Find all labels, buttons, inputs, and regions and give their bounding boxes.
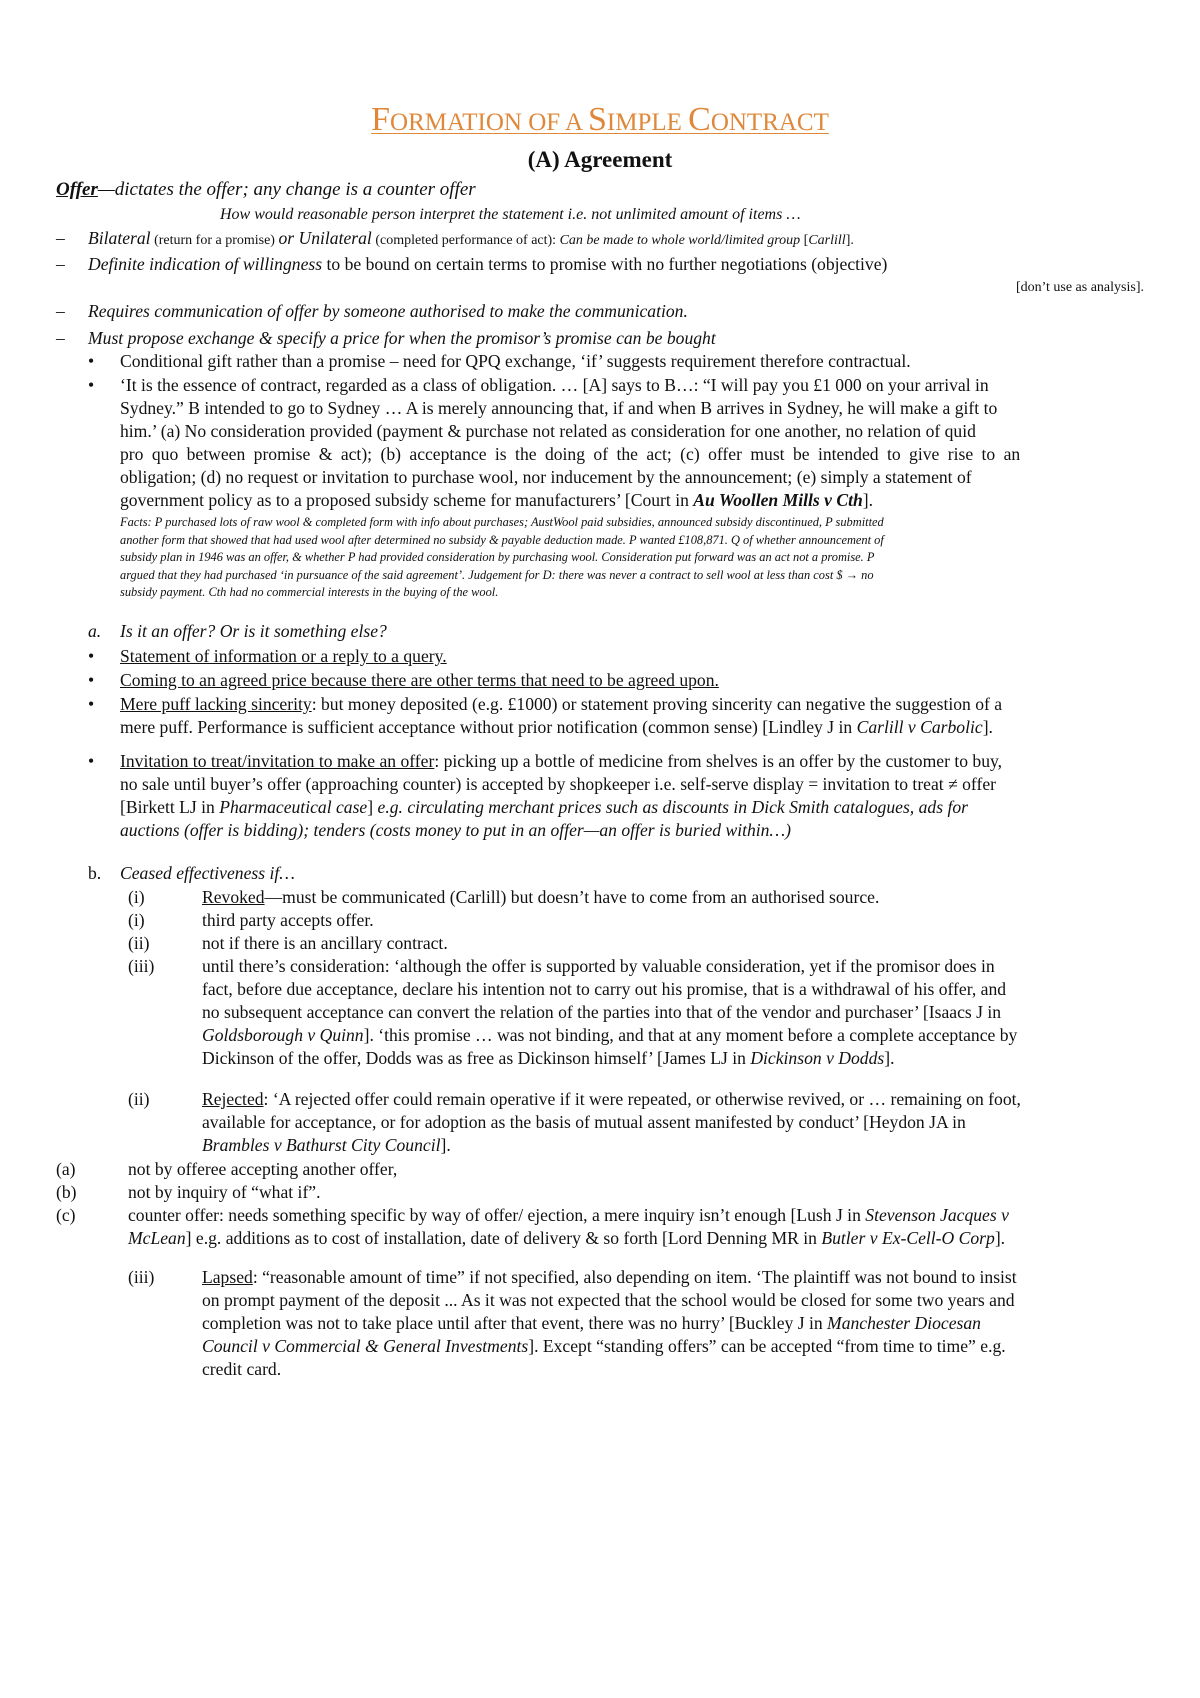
analysis-note: [don’t use as analysis].	[1015, 280, 1144, 295]
bullet-essence-of-contract: • ‘It is the essence of contract, regarded as a class of obligation. … [A] says to B…: “I will pay you £1 000 on your arrival in Sydney.” B intended to go to Sydney … A is merely announcing that, if and when B arrives in Sydney, he will make a gift to him.’ (a) No consideration provided (payment & purchase not related as consideration for one another, no relation of quid pro quo between promise & act); (b) acceptance is the doing of the act; (c) offer must be intended to give rise to an obligation; (d) no request or invitation to purchase wool, nor inducement by the announcement; (e) simply a statement of government policy as to a proposed subsidy scheme for manufacturers’ [Court in Au Woollen Mills v Cth].	[88, 375, 1021, 510]
section-heading-agreement: (A) Agreement	[527, 147, 673, 172]
page-title: FORMATION OF A SIMPLE CONTRACT	[371, 101, 829, 138]
offer-heading: Offer—dictates the offer; any change is a counter offer	[56, 179, 476, 200]
facts-note: Facts: P purchased lots of raw wool & completed form with info about purchases; AustWool paid subsidies, announced subsidy discontinued, P submitted another form that showed that had used wool after determined no subsidy & payable deduction made. P wanted £108,871. Q of whether announcement of subsidy plan in 1946 was an offer, & whether P had provided consideration by purchasing wool. Consideration put forward was an act not a promise. P argued that they had purchased ‘in pursuance of the said agreement’. Judgement for D: there was never a contract to sell wool at less than cost $ → no subsidy payment. Cth had no commercial interests in the buying of the wool.	[120, 515, 884, 599]
offer-question: How would reasonable person interpret the statement i.e. not unlimited amount of items …	[220, 206, 801, 223]
